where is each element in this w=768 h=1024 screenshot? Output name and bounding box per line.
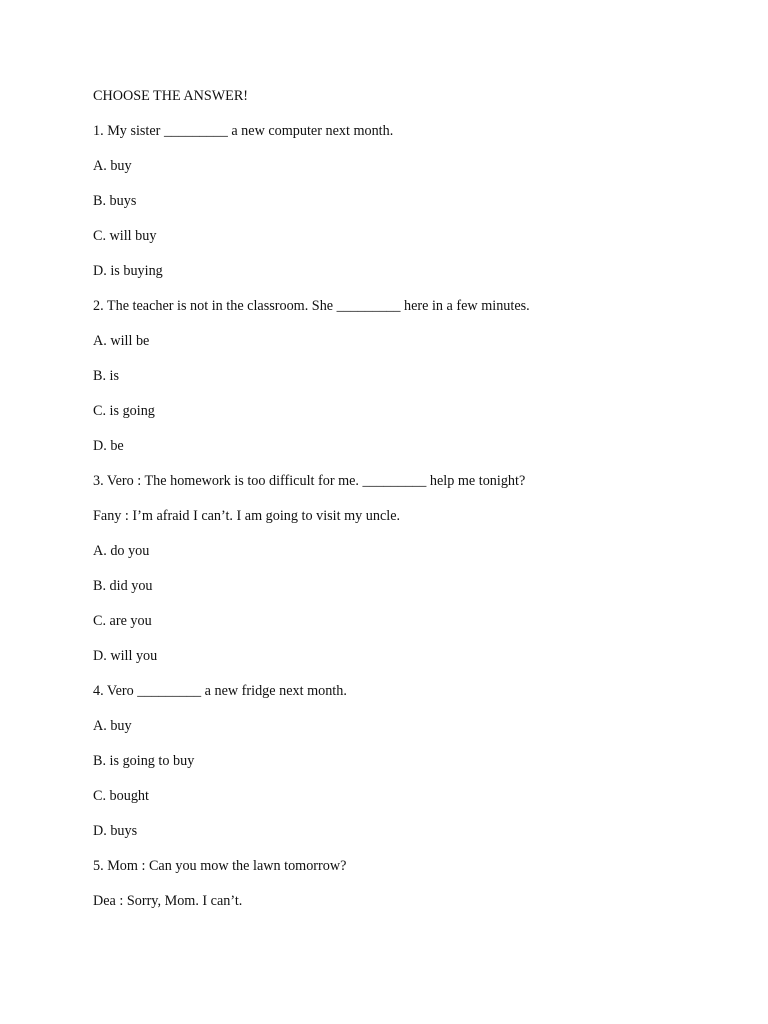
question-3-option-c: C. are you — [93, 613, 152, 629]
question-4-text: 4. Vero _________ a new fridge next month. — [93, 683, 347, 699]
question-3-option-d: D. will you — [93, 648, 158, 664]
question-3-dialogue: Fany : I’m afraid I can’t. I am going to visit my uncle. — [93, 508, 401, 524]
question-4-option-a: A. buy — [93, 718, 132, 734]
question-1-text: 1. My sister _________ a new computer next month. — [93, 123, 394, 139]
question-1-option-d: D. is buying — [93, 263, 163, 279]
page-heading: CHOOSE THE ANSWER! — [93, 88, 249, 104]
question-5-text: 5. Mom : Can you mow the lawn tomorrow? — [93, 858, 347, 874]
question-4-option-d: D. buys — [93, 823, 138, 839]
question-1-option-c: C. will buy — [93, 228, 157, 244]
question-2-option-c: C. is going — [93, 403, 155, 419]
question-1-option-a: A. buy — [93, 158, 132, 174]
question-2-option-b: B. is — [93, 368, 120, 384]
question-3-option-b: B. did you — [93, 578, 153, 594]
question-3-option-a: A. do you — [93, 543, 150, 559]
question-2-option-a: A. will be — [93, 333, 150, 349]
question-4-option-b: B. is going to buy — [93, 753, 195, 769]
question-5-dialogue: Dea : Sorry, Mom. I can’t. — [93, 893, 243, 909]
question-3-text: 3. Vero : The homework is too difficult for me. _________ help me tonight? — [93, 473, 526, 489]
question-1-option-b: B. buys — [93, 193, 137, 209]
question-4-option-c: C. bought — [93, 788, 149, 804]
question-2-text: 2. The teacher is not in the classroom. She _________ here in a few minutes. — [93, 298, 530, 314]
question-2-option-d: D. be — [93, 438, 124, 454]
